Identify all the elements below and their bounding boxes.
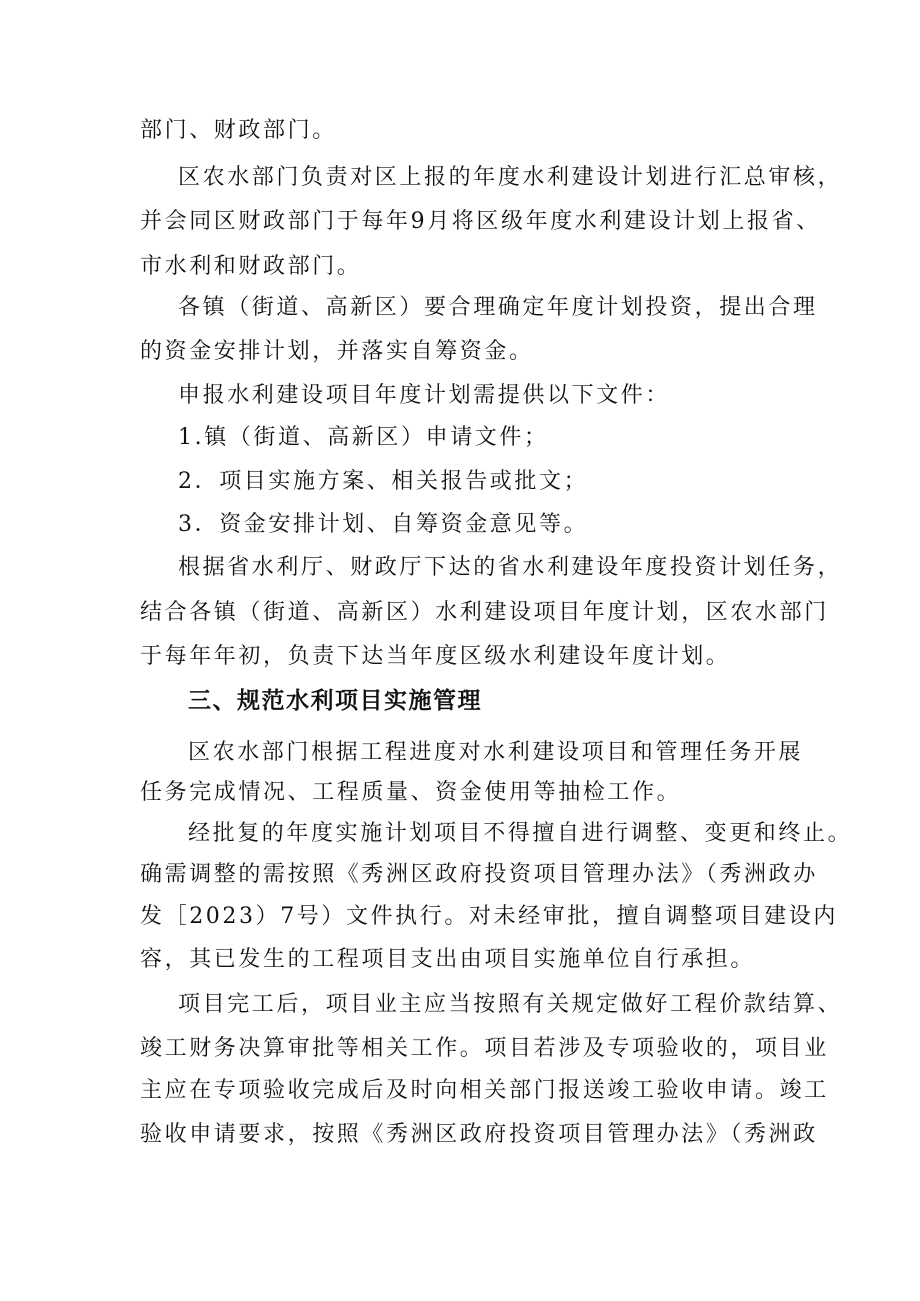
list-item: 2．项目实施方案、相关报告或批文；: [178, 469, 589, 494]
text-line: 主应在专项验收完成后及时向相关部门报送竣工验收申请。竣工: [140, 1078, 829, 1103]
text-line: 区农水部门根据工程进度对水利建设项目和管理任务开展: [188, 740, 804, 765]
text-line: 区农水部门负责对区上报的年度水利建设计划进行汇总审核，: [178, 165, 843, 190]
section-heading: 三、规范水利项目实施管理: [188, 688, 482, 714]
text-line: 结合各镇（街道、高新区）水利建设项目年度计划，区农水部门: [140, 600, 829, 625]
list-item: 1.镇（街道、高新区）申请文件；: [178, 425, 549, 450]
text-line: 验收申请要求，按照《秀洲区政府投资项目管理办法》（秀洲政: [140, 1122, 818, 1147]
text-line: 市水利和财政部门。: [140, 254, 362, 279]
text-line: 确需调整的需按照《秀洲区政府投资项目管理办法》（秀洲政办: [140, 862, 818, 887]
text-line: 的资金安排计划，并落实自筹资金。: [140, 339, 534, 364]
text-line: 各镇（街道、高新区）要合理确定年度计划投资，提出合理: [178, 295, 818, 320]
text-line: 容，其已发生的工程项目支出由项目实施单位自行承担。: [140, 947, 756, 972]
text-line: 项目完工后，项目业主应当按照有关规定做好工程价款结算、: [178, 992, 843, 1017]
text-line: 经批复的年度实施计划项目不得擅自进行调整、变更和终止。: [188, 821, 853, 846]
text-line: 部门、财政部门。: [140, 118, 337, 143]
text-line: 根据省水利厅、财政厅下达的省水利建设年度投资计划任务，: [178, 555, 843, 580]
text-line: 于每年年初，负责下达当年度区级水利建设年度计划。: [140, 644, 731, 669]
text-line: 申报水利建设项目年度计划需提供以下文件：: [178, 383, 671, 408]
text-line: 竣工财务决算审批等相关工作。项目若涉及专项验收的，项目业: [140, 1036, 829, 1061]
text-line: 并会同区财政部门于每年9月将区级年度水利建设计划上报省、: [140, 209, 821, 234]
list-item: 3．资金安排计划、自筹资金意见等。: [178, 512, 589, 537]
text-line: 发［2023）7号）文件执行。对未经审批，擅自调整项目建设内: [140, 904, 838, 929]
text-line: 任务完成情况、工程质量、资金使用等抽检工作。: [140, 780, 682, 805]
